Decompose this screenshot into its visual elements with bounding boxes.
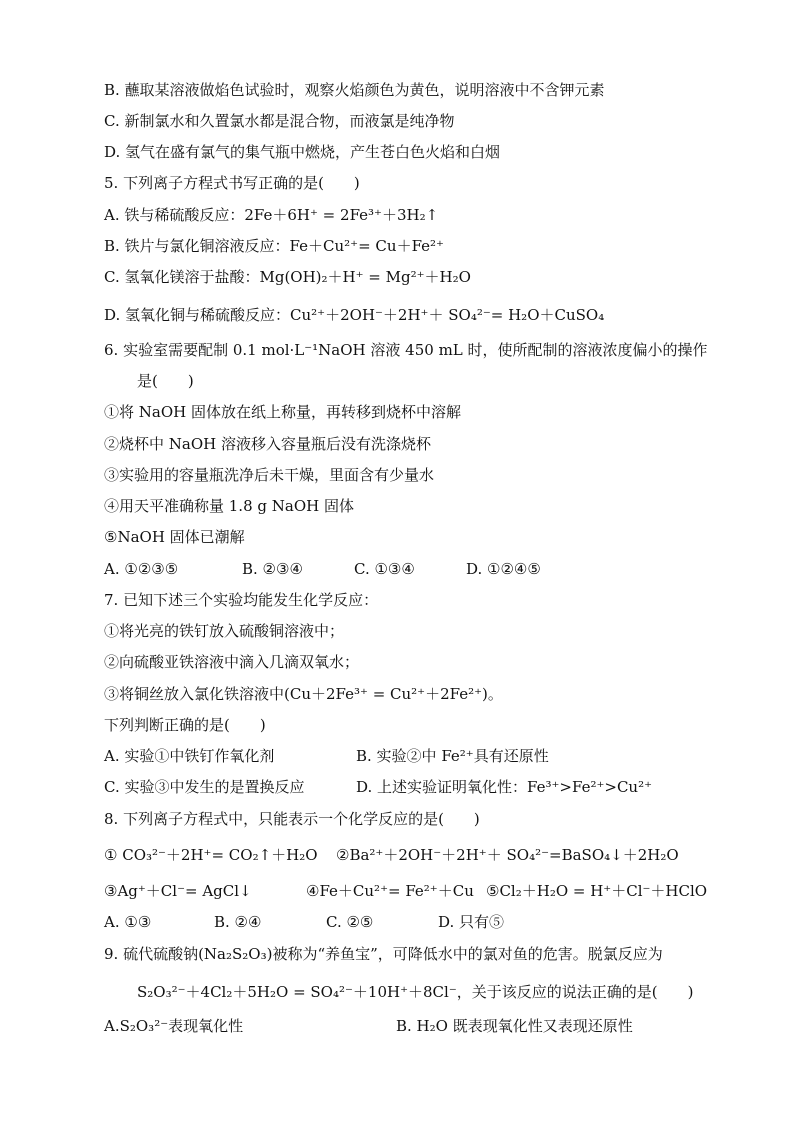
q7-options-row-2 — [104, 777, 652, 797]
q5-option-c: C. 氢氧化镁溶于盐酸：Mg(OH)₂＋H⁺ = Mg²⁺＋H₂O — [104, 268, 471, 286]
q6-item-5: ⑤NaOH 固体已潮解 — [104, 528, 245, 546]
q9-option-a: A.S₂O₃²⁻表现氧化性 — [104, 1017, 244, 1035]
q8-eq-3: ③Ag⁺＋Cl⁻= AgCl↓ — [104, 882, 252, 900]
q9-stem: 9. 硫代硫酸钠(Na₂S₂O₃)被称为“养鱼宝”，可降低水中的氯对鱼的危害。脱氯反应为 — [104, 945, 663, 963]
q7-question: 下列判断正确的是( ) — [104, 716, 266, 734]
q8-option-d: D. 只有⑤ — [438, 913, 505, 931]
q5-stem: 5. 下列离子方程式书写正确的是( ) — [104, 174, 360, 192]
q9-options — [104, 1016, 633, 1036]
q7-item-2: ②向硫酸亚铁溶液中滴入几滴双氧水； — [104, 653, 360, 671]
q5-option-d: D. 氢氧化铜与稀硫酸反应：Cu²⁺＋2OH⁻＋2H⁺＋ SO₄²⁻= H₂O＋CuSO₄ — [104, 306, 605, 324]
q8-eq-1: ① CO₃²⁻＋2H⁺= CO₂↑＋H₂O — [104, 846, 318, 864]
q6-stem: 6. 实验室需要配制 0.1 mol·L⁻¹NaOH 溶液 450 mL 时，使所配制的溶液浓度偏小的操作 — [104, 341, 708, 359]
q8-option-a: A. ①③ — [104, 913, 152, 931]
q5-option-b: B. 铁片与氯化铜溶液反应：Fe＋Cu²⁺= Cu＋Fe²⁺ — [104, 237, 444, 255]
q6-option-a: A. ①②③⑤ — [104, 560, 179, 578]
q6-options — [104, 559, 541, 579]
q4-option-b: B. 蘸取某溶液做焰色试验时，观察火焰颜色为黄色，说明溶液中不含钾元素 — [104, 81, 605, 99]
q6-option-b: B. ②③④ — [242, 560, 303, 578]
q6-item-2: ②烧杯中 NaOH 溶液移入容量瓶后没有洗涤烧杯 — [104, 435, 431, 453]
q8-options — [104, 912, 504, 932]
q9-equation: S₂O₃²⁻＋4Cl₂＋5H₂O = SO₄²⁻＋10H⁺＋8Cl⁻，关于该反应的说法正确的是( ) — [137, 983, 694, 1001]
q6-stem-cont: 是( ) — [137, 372, 194, 390]
q7-options-row-1 — [104, 746, 549, 766]
q7-item-3: ③将铜丝放入氯化铁溶液中(Cu＋2Fe³⁺ = Cu²⁺＋2Fe²⁺)。 — [104, 685, 503, 703]
q7-option-a: A. 实验①中铁钉作氧化剂 — [104, 747, 275, 765]
q7-option-b: B. 实验②中 Fe²⁺具有还原性 — [356, 747, 549, 765]
q6-option-d: D. ①②④⑤ — [466, 560, 541, 578]
q8-eq-row-1 — [104, 845, 679, 865]
q6-option-c: C. ①③④ — [354, 560, 415, 578]
q7-option-c: C. 实验③中发生的是置换反应 — [104, 778, 305, 796]
q8-option-b: B. ②④ — [214, 913, 262, 931]
q6-item-1: ①将 NaOH 固体放在纸上称量，再转移到烧杯中溶解 — [104, 403, 461, 421]
q8-eq-5: ⑤Cl₂＋H₂O = H⁺＋Cl⁻＋HClO — [486, 882, 708, 900]
q7-stem: 7. 已知下述三个实验均能发生化学反应： — [104, 591, 379, 609]
q4-option-d: D. 氢气在盛有氯气的集气瓶中燃烧，产生苍白色火焰和白烟 — [104, 143, 501, 161]
q8-option-c: C. ②⑤ — [326, 913, 374, 931]
q8-eq-2: ②Ba²⁺＋2OH⁻＋2H⁺＋ SO₄²⁻=BaSO₄↓＋2H₂O — [336, 846, 679, 864]
q8-stem: 8. 下列离子方程式中，只能表示一个化学反应的是( ) — [104, 810, 480, 828]
q5-option-a: A. 铁与稀硫酸反应：2Fe＋6H⁺ = 2Fe³⁺＋3H₂↑ — [104, 206, 439, 224]
q6-item-4: ④用天平准确称量 1.8 g NaOH 固体 — [104, 497, 354, 515]
q7-item-1: ①将光亮的铁钉放入硫酸铜溶液中； — [104, 622, 345, 640]
q8-eq-4: ④Fe＋Cu²⁺= Fe²⁺＋Cu — [306, 882, 474, 900]
q8-eq-row-2 — [104, 881, 707, 901]
q6-item-3: ③实验用的容量瓶洗净后未干燥，里面含有少量水 — [104, 466, 435, 484]
q9-option-b: B. H₂O 既表现氧化性又表现还原性 — [396, 1017, 633, 1035]
q7-option-d: D. 上述实验证明氧化性：Fe³⁺>Fe²⁺>Cu²⁺ — [356, 778, 653, 796]
q4-option-c: C. 新制氯水和久置氯水都是混合物，而液氯是纯净物 — [104, 112, 455, 130]
